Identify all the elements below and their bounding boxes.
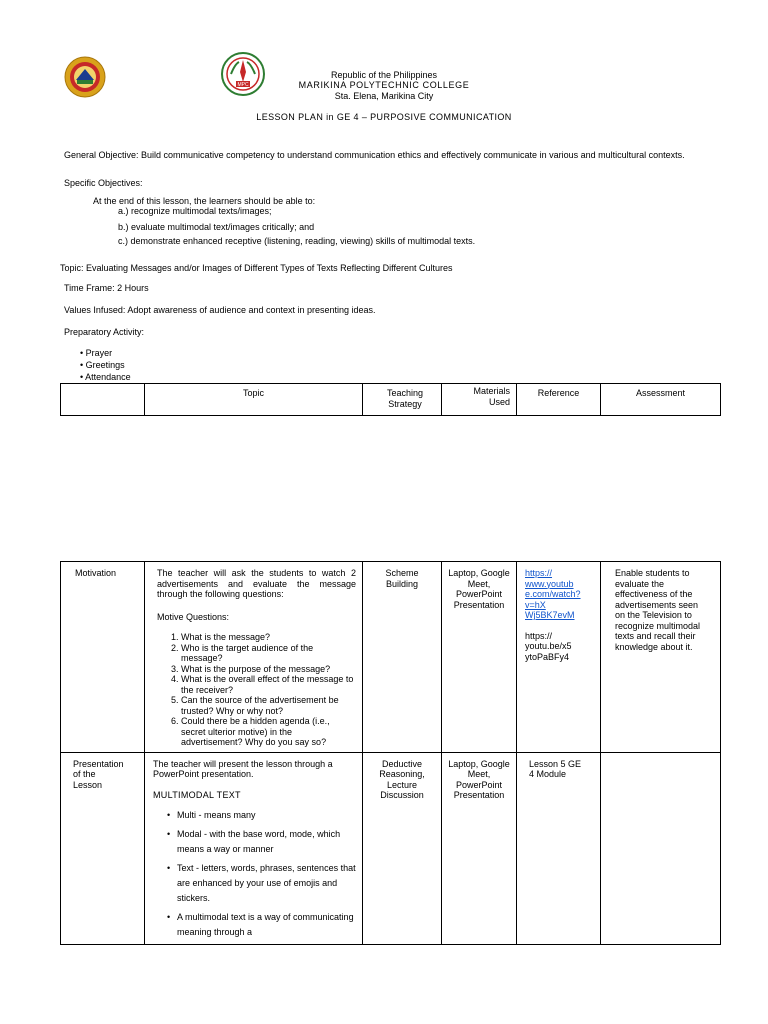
objective-item: a.) recognize multimodal texts/images; [118,206,272,216]
objective-item: c.) demonstrate enhanced receptive (listening, reading, viewing) skills of multimodal texts. [118,236,476,246]
materials-cell-motivation: Laptop, Google Meet, PowerPoint Presentation [442,562,517,753]
mpc-logo-text: MPC [237,82,249,88]
header-republic: Republic of the Philippines [330,70,438,80]
list-item: 2. Who is the target audience of the message? [181,643,356,664]
list-item: • Modal - with the base word, mode, which means a way or manner [177,827,356,857]
strategy-cell-presentation: Deductive Reasoning, Lecture Discussion [363,752,442,945]
specific-objectives-heading: Specific Objectives: [64,178,143,188]
lesson-header-table [60,383,721,416]
phase-cell-motivation: Motivation [61,562,145,753]
preparatory-heading: Preparatory Activity: [64,327,145,337]
table-row [61,752,721,945]
header-cell-reference: Reference [517,384,601,416]
assessment-cell-motivation: Enable students to evaluate the effectiveness of the advertisements seen on the Television to recognize multimodal texts and recall their knowledge about it. [601,562,721,753]
header-cell-strategy: Teaching Strategy [363,384,442,416]
multimodal-bullets [153,808,356,940]
header-address: Sta. Elena, Marikina City [334,91,434,101]
values-infused: Values Infused: Adopt awareness of audience and context in presenting ideas. [64,305,376,315]
header-college: MARIKINA POLYTECHNIC COLLEGE [298,80,470,90]
list-item: • Text - letters, words, phrases, sentences that are enhanced by your use of emojis and stickers. [177,861,356,906]
time-frame: Time Frame: 2 Hours [64,283,149,293]
list-item: 6. Could there be a hidden agenda (i.e., secret ulterior motive) in the advertisement? Why do you say so? [181,716,356,748]
lesson-body-table [60,561,721,945]
topic-cell-motivation [145,562,363,753]
list-item: • Multi - means many [177,808,356,823]
motive-questions-heading: Motive Questions: [157,611,230,622]
header-cell-materials: Materials Used [442,384,517,416]
reference-cell-presentation: Lesson 5 GE 4 Module [517,752,601,945]
motivation-intro: The teacher will ask the students to watch 2 advertisements and evaluate the message through the following questions: [157,568,356,599]
objective-item: b.) evaluate multimodal text/images critically; and [118,222,315,232]
phase-cell-presentation: Presentation of the Lesson [61,752,145,945]
list-item: • Attendance [80,372,131,382]
table-row [61,562,721,753]
objectives-intro: At the end of this lesson, the learners should be able to: [93,196,316,206]
list-item: • Prayer [80,348,113,358]
document-title: LESSON PLAN in GE 4 – PURPOSIVE COMMUNICATION [256,112,512,122]
topic-line: Topic: Evaluating Messages and/or Images of Different Types of Texts Reflecting Different Cultures [60,263,453,273]
list-item: • A multimodal text is a way of communicating meaning through a [177,910,356,940]
youtu-be-reference: https:// youtu.be/x5 ytoPaBFy4 [525,630,572,662]
reference-cell-motivation [517,562,601,753]
list-item: • Greetings [80,360,125,370]
list-item: 4. What is the overall effect of the message to the receiver? [181,674,356,695]
topic-cell-presentation [145,752,363,945]
header-cell-assessment: Assessment [601,384,721,416]
preparatory-list [80,347,131,383]
motive-questions-list [157,632,356,748]
strategy-cell-motivation: Scheme Building [363,562,442,753]
presentation-intro: The teacher will present the lesson through a PowerPoint presentation. [153,758,333,779]
list-item: 3. What is the purpose of the message? [181,664,356,675]
materials-cell-presentation: Laptop, Google Meet, PowerPoint Presentation [442,752,517,945]
header-cell-topic: Topic [145,384,363,416]
header-cell-empty [61,384,145,416]
list-item: 5. Can the source of the advertisement be trusted? Why or why not? [181,695,356,716]
list-item: 1. What is the message? [181,632,356,643]
youtube-reference-link[interactable]: https:// www.youtub e.com/watch? v=hX Wj5BK7evM [525,568,581,620]
multimodal-heading: MULTIMODAL TEXT [153,789,241,800]
general-objective: General Objective: Build communicative competency to understand communication ethics and effectively communicate in various and multicultural contexts. [64,150,685,160]
assessment-cell-presentation [601,752,721,945]
